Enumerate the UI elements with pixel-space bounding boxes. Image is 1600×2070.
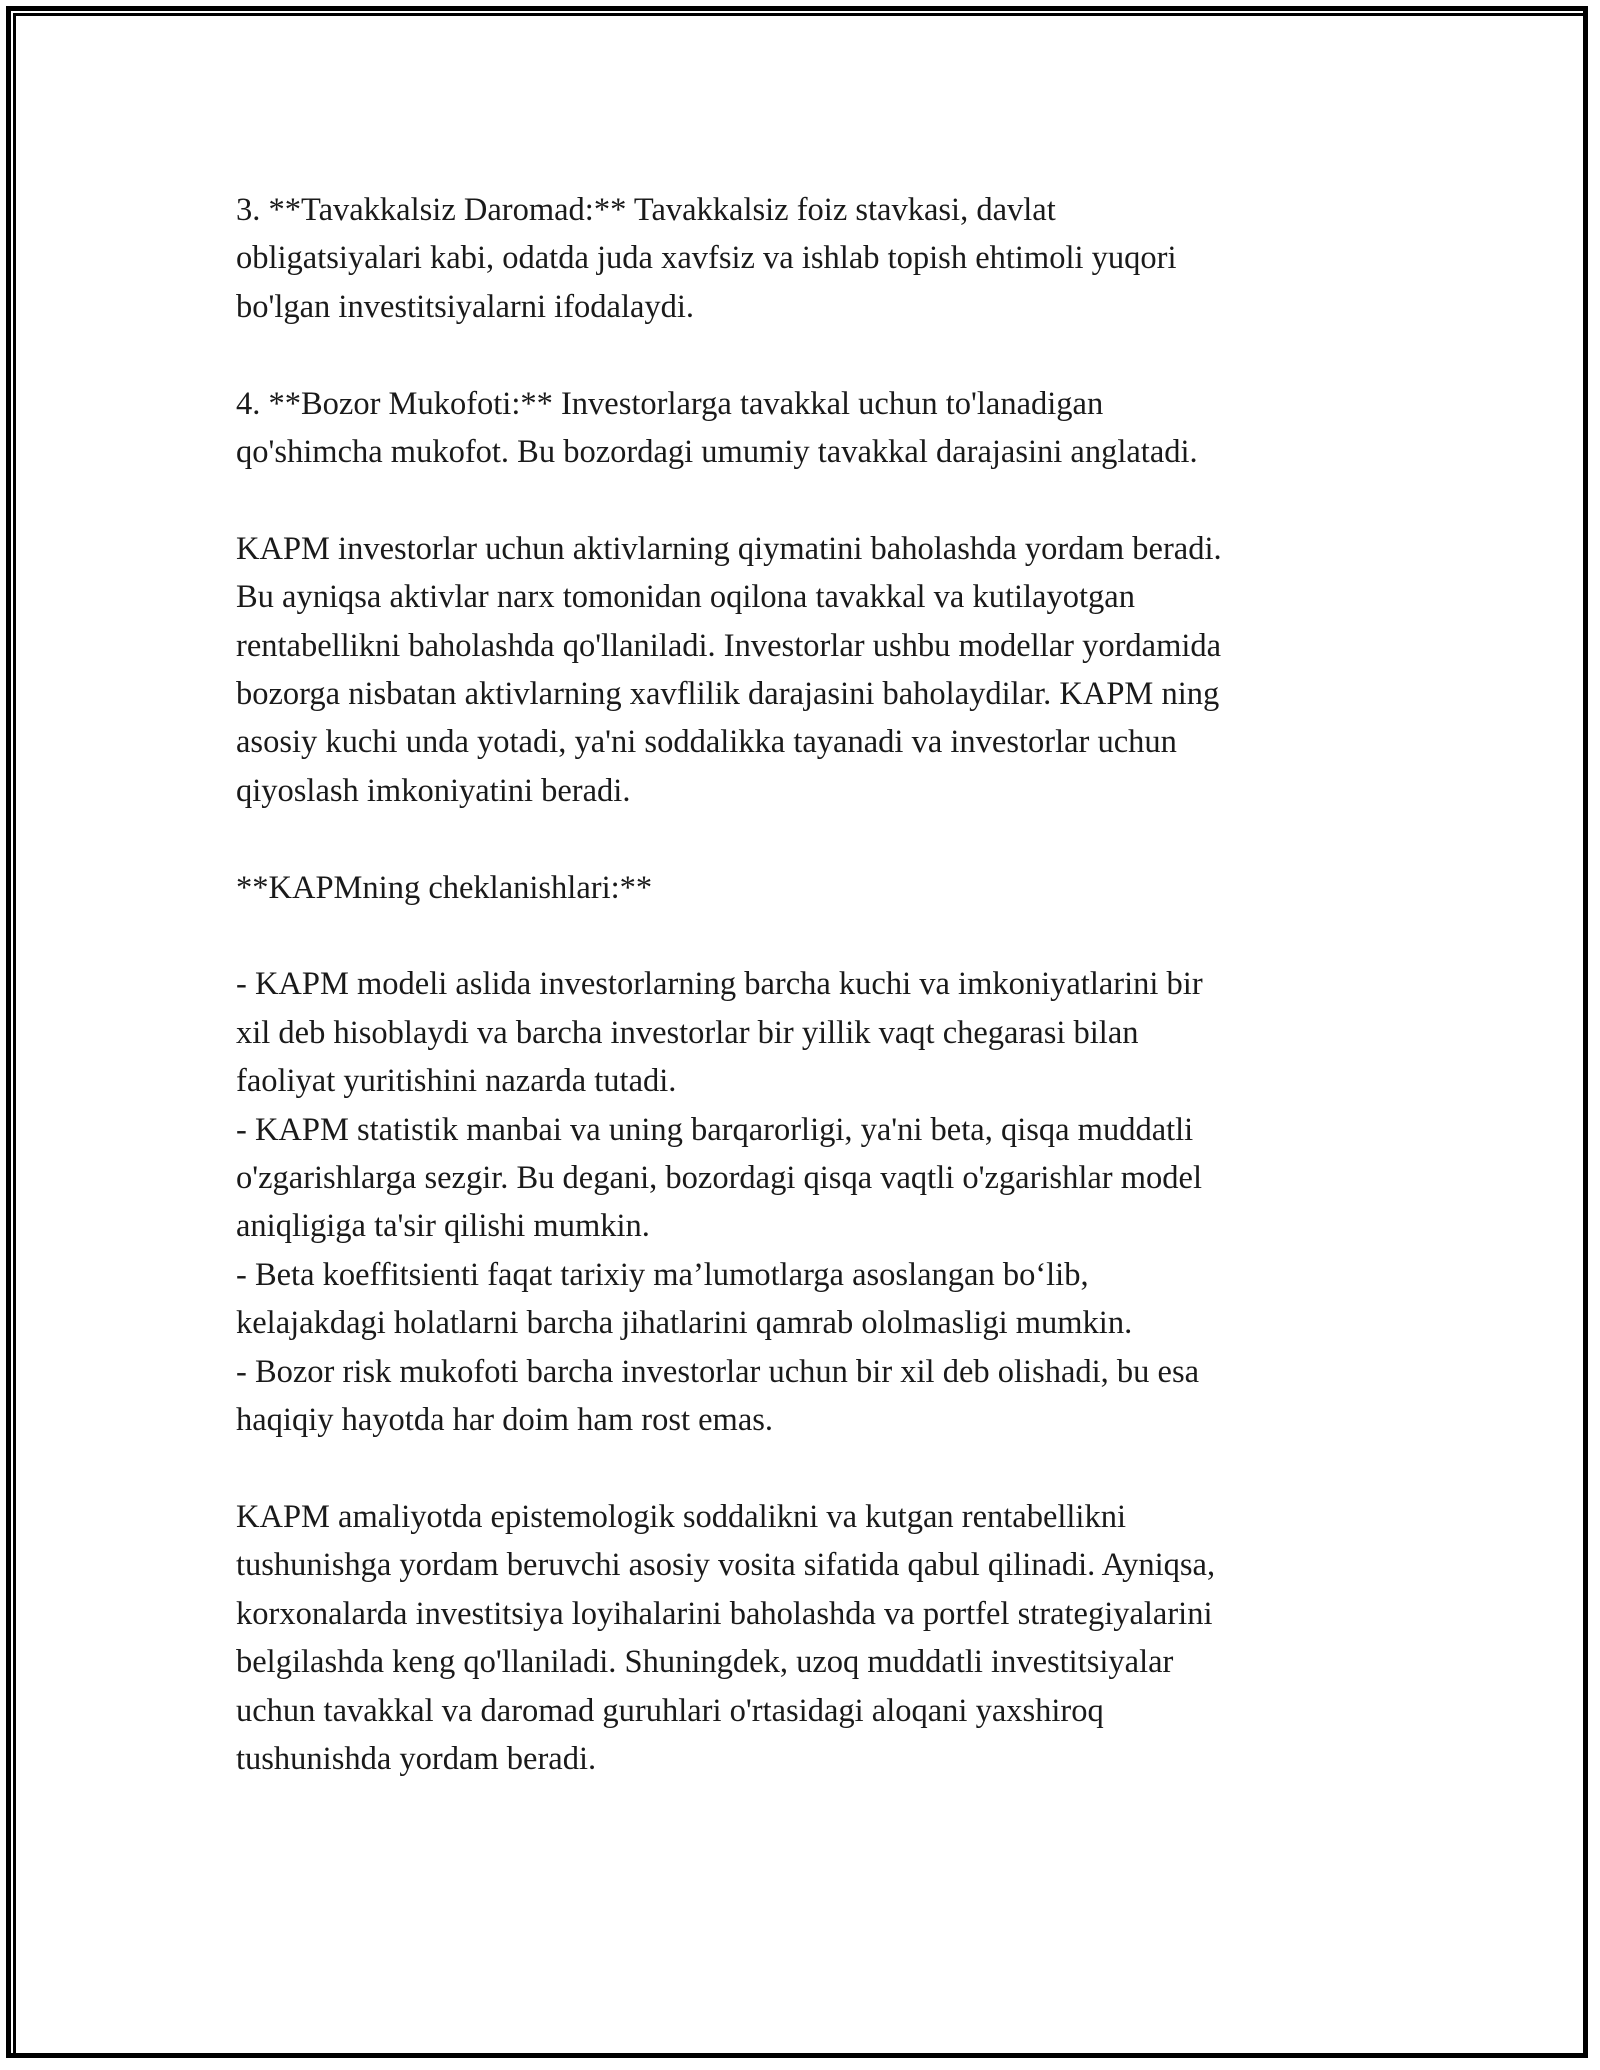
paragraph-gap [236,815,1366,863]
paragraph-kapm-usage: KAPM investorlar uchun aktivlarning qiymatini baholashda yordam beradi. Bu ayniqsa aktivlar narx tomonidan oqilona tavakkal va kutilayotgan rentabellikni baholashda qo'llaniladi. Investorlar ushbu modellar yordamida bozorga nisbatan aktivlarning xavflilik darajasini baholaydilar. KAPM ning asosiy kuchi unda yotadi, ya'ni soddalikka tayanadi va investorlar uchun qiyoslash imkoniyatini beradi. [236,530,1222,809]
paragraph-market-premium: 4. **Bozor Mukofoti:** Investorlarga tavakkal uchun to'lanadigan qo'shimcha mukofot. Bu bozordagi umumiy tavakkal darajasini anglatadi. [236,385,1198,471]
document-body [236,186,1366,1783]
paragraph-gap [236,331,1366,379]
paragraph-gap [236,476,1366,524]
section-heading-limitations: **KAPMning cheklanishlari:** [236,869,653,906]
paragraph-gap [236,1445,1366,1493]
paragraph-risk-free-return: 3. **Tavakkalsiz Daromad:** Tavakkalsiz foiz stavkasi, davlat obligatsiyalari kabi, odatda juda xavfsiz va ishlab topish ehtimoli yuqori bo'lgan investitsiyalarni ifodalaydi. [236,192,1177,325]
paragraph-gap [236,912,1366,960]
limitations-list: - KAPM modeli aslida investorlarning barcha kuchi va imkoniyatlarini bir xil deb hisoblaydi va barcha investorlar bir yillik vaqt chegarasi bilan faoliyat yuritishini nazarda tutadi. - KAPM statistik manbai va uning barqarorligi, ya'ni beta, qisqa muddatli o'zgarishlarga sezgir. Bu degani, bozordagi qisqa vaqtli o'zgarishlar model aniqligiga ta'sir qilishi mumkin. - Beta koeffitsienti faqat tarixiy ma’lumotlarga asoslangan bo‘lib, kelajakdagi holatlarni barcha jihatlarini qamrab ololmasligi mumkin. - Bozor risk mukofoti barcha investorlar uchun bir xil deb olishadi, bu esa haqiqiy hayotda har doim ham rost emas. [236,966,1203,1439]
paragraph-conclusion: KAPM amaliyotda epistemologik soddalikni va kutgan rentabellikni tushunishga yordam beruvchi asosiy vosita sifatida qabul qilinadi. Ayniqsa, korxonalarda investitsiya loyihalarini baholashda va portfel strategiyalarini belgilashda keng qo'llaniladi. Shuningdek, uzoq muddatli investitsiyalar uchun tavakkal va daromad guruhlari o'rtasidagi aloqani yaxshiroq tushunishda yordam beradi. [236,1498,1216,1777]
